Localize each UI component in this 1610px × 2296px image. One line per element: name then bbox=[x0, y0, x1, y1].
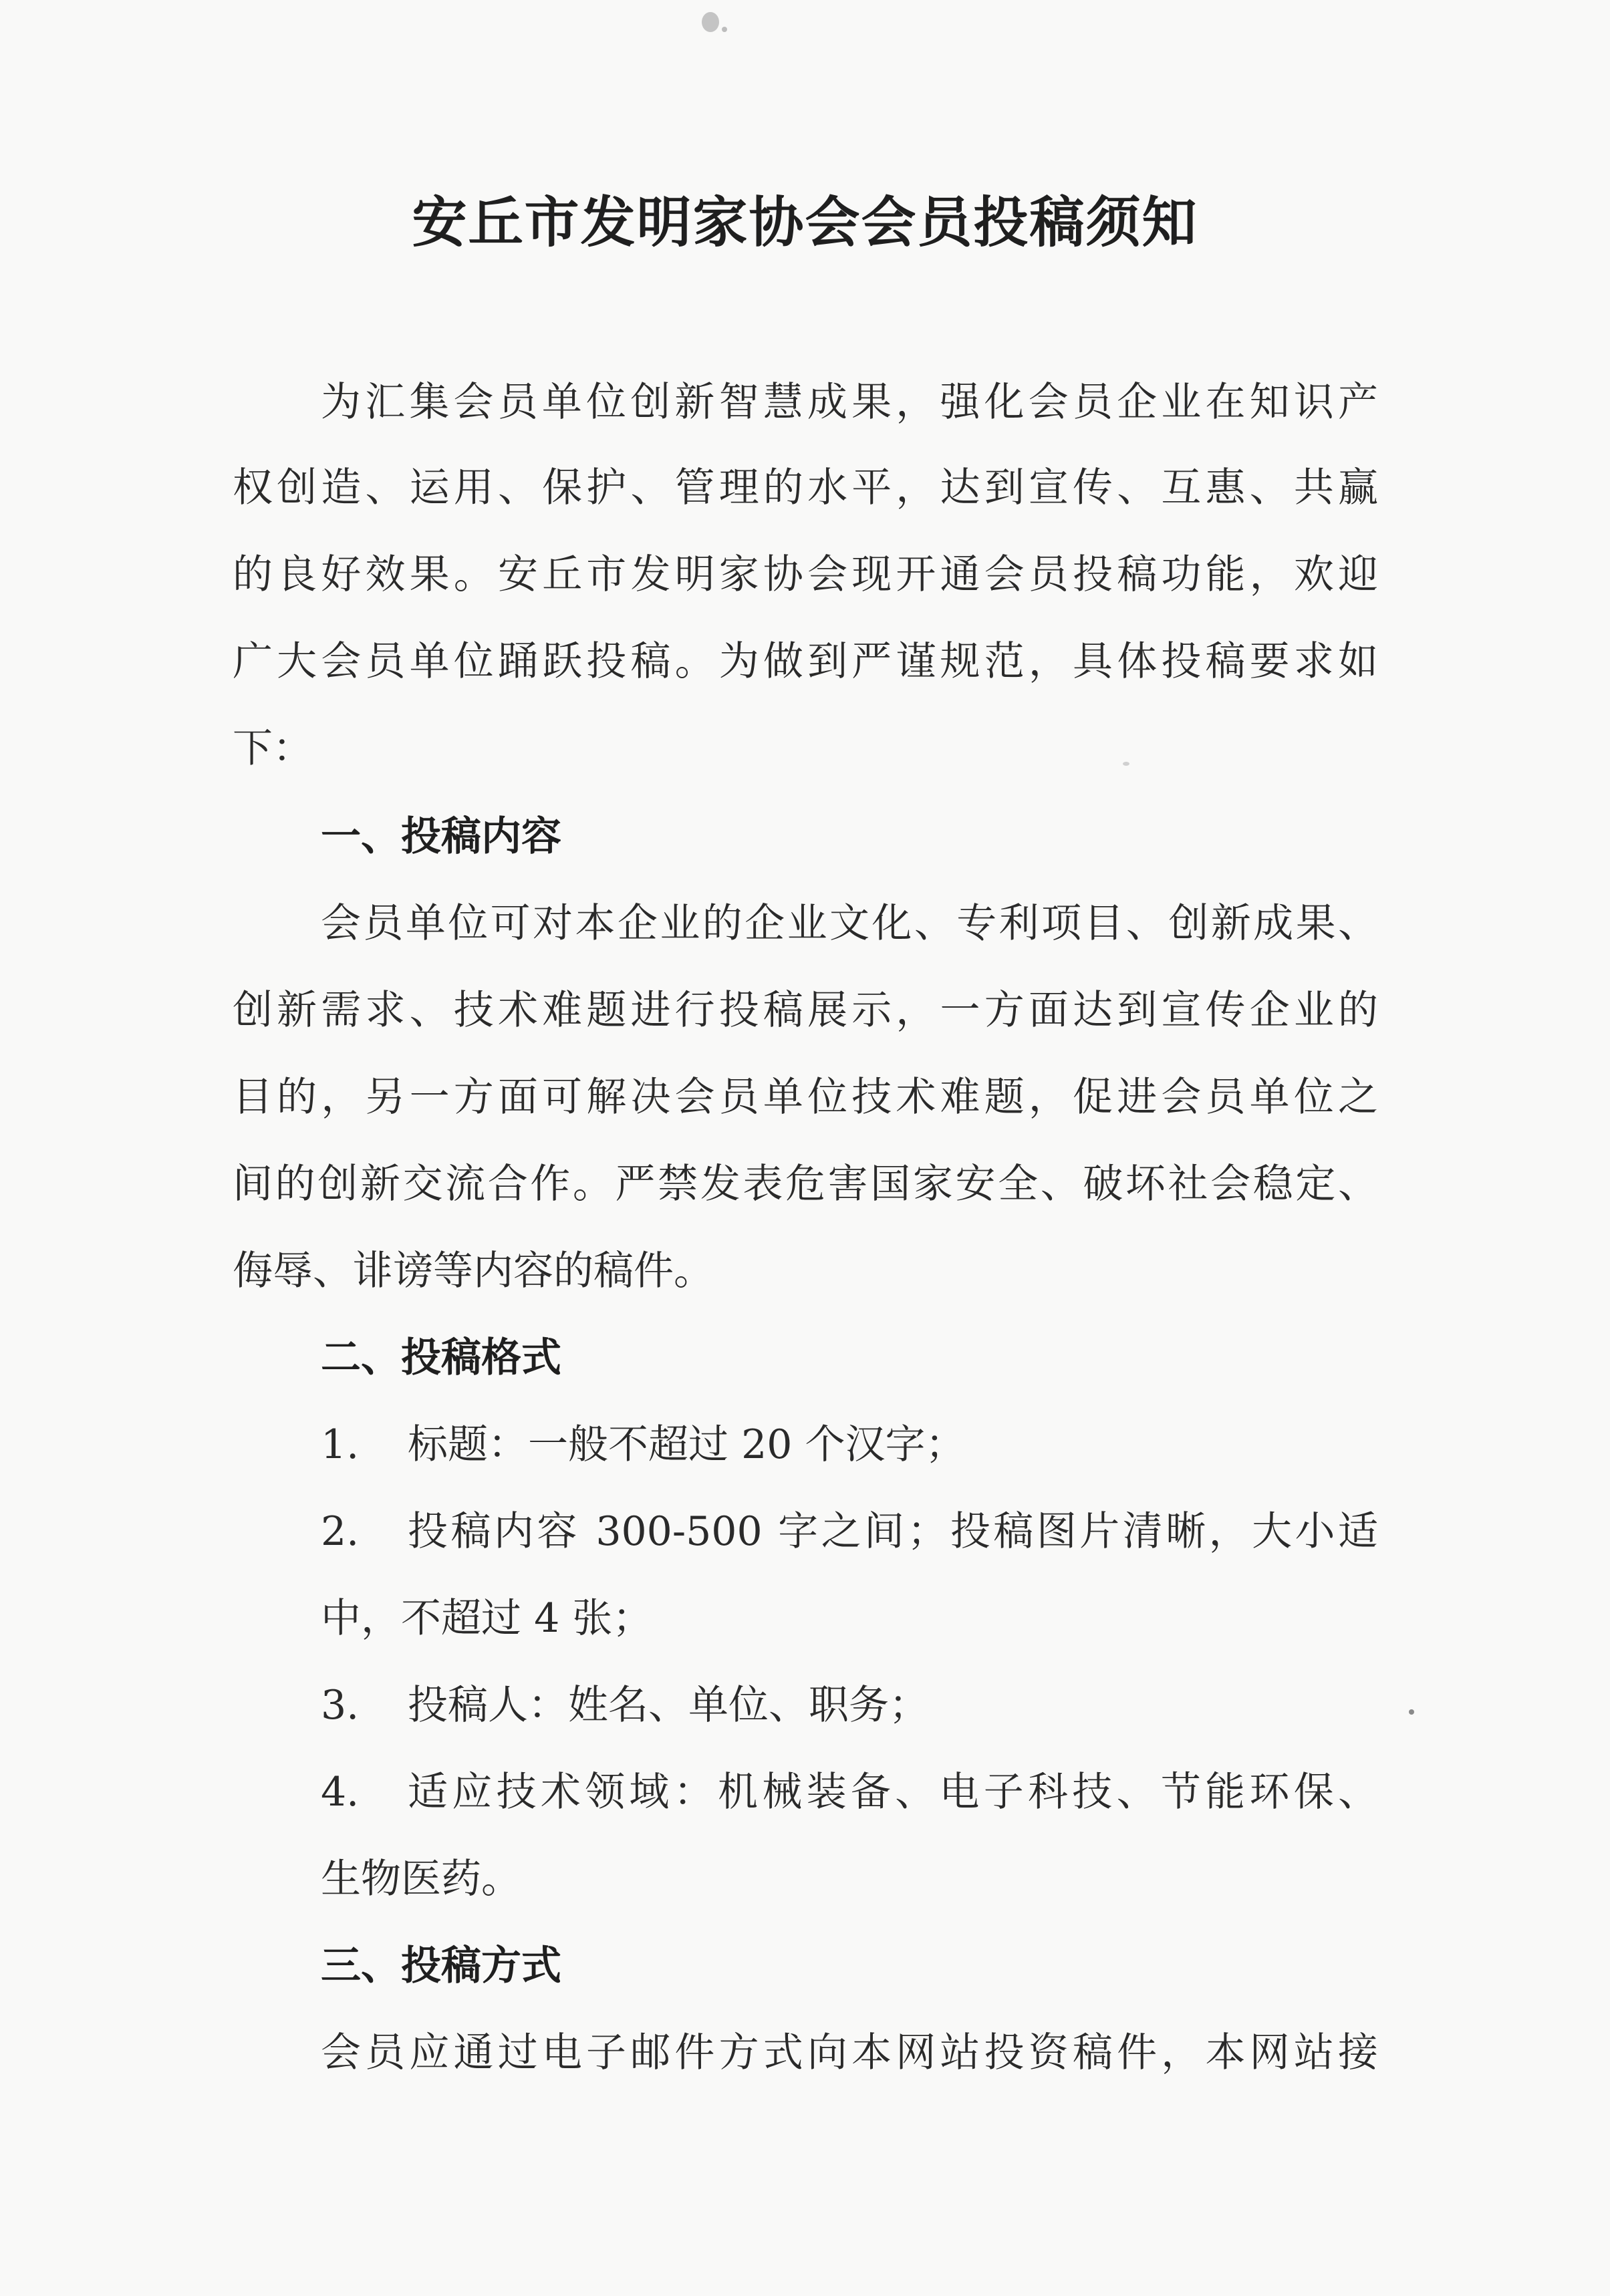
scan-speck bbox=[702, 12, 719, 32]
scan-speck bbox=[1409, 1709, 1414, 1715]
intro-line: 权创造、运用、保护、管理的水平，达到宣传、互惠、共赢 bbox=[233, 464, 1378, 511]
list-number: 2. bbox=[321, 1508, 360, 1555]
list-number: 3. bbox=[321, 1682, 360, 1729]
intro-line: 的良好效果。安丘市发明家协会现开通会员投稿功能，欢迎 bbox=[233, 551, 1378, 598]
body-line: 创新需求、技术难题进行投稿展示，一方面达到宣传企业的 bbox=[233, 987, 1378, 1034]
list-item-text: 标题：一般不超过 20 个汉字； bbox=[408, 1421, 966, 1468]
body-line: 目的，另一方面可解决会员单位技术难题，促进会员单位之 bbox=[233, 1074, 1378, 1121]
intro-line: 广大会员单位踊跃投稿。为做到严谨规范，具体投稿要求如 bbox=[233, 638, 1378, 685]
body-line: 会员单位可对本企业的企业文化、专利项目、创新成果、 bbox=[321, 900, 1378, 947]
section-heading: 一、投稿内容 bbox=[321, 813, 561, 860]
body-line: 会员应通过电子邮件方式向本网站投资稿件，本网站接 bbox=[321, 2029, 1378, 2076]
document-title: 安丘市发明家协会会员投稿须知 bbox=[412, 191, 1198, 255]
body-line: 侮辱、诽谤等内容的稿件。 bbox=[233, 1248, 714, 1294]
body-line: 间的创新交流合作。严禁发表危害国家安全、破坏社会稳定、 bbox=[233, 1161, 1378, 1207]
list-number: 1. bbox=[321, 1421, 360, 1468]
list-number: 4. bbox=[321, 1769, 360, 1816]
section-heading: 三、投稿方式 bbox=[321, 1943, 561, 1989]
list-item-text: 适应技术领域：机械装备、电子科技、节能环保、 bbox=[408, 1769, 1378, 1816]
list-item-text: 投稿内容 300-500 字之间；投稿图片清晰，大小适 bbox=[408, 1508, 1378, 1555]
intro-line: 为汇集会员单位创新智慧成果，强化会员企业在知识产 bbox=[321, 379, 1378, 426]
section-heading: 二、投稿格式 bbox=[321, 1334, 561, 1381]
list-item-text: 投稿人：姓名、单位、职务； bbox=[408, 1682, 929, 1729]
list-item-continuation: 生物医药。 bbox=[321, 1856, 521, 1902]
scan-speck bbox=[1123, 762, 1129, 766]
list-item-continuation: 中，不超过 4 张； bbox=[321, 1595, 653, 1642]
intro-line: 下： bbox=[233, 725, 313, 772]
scan-speck bbox=[722, 27, 727, 32]
